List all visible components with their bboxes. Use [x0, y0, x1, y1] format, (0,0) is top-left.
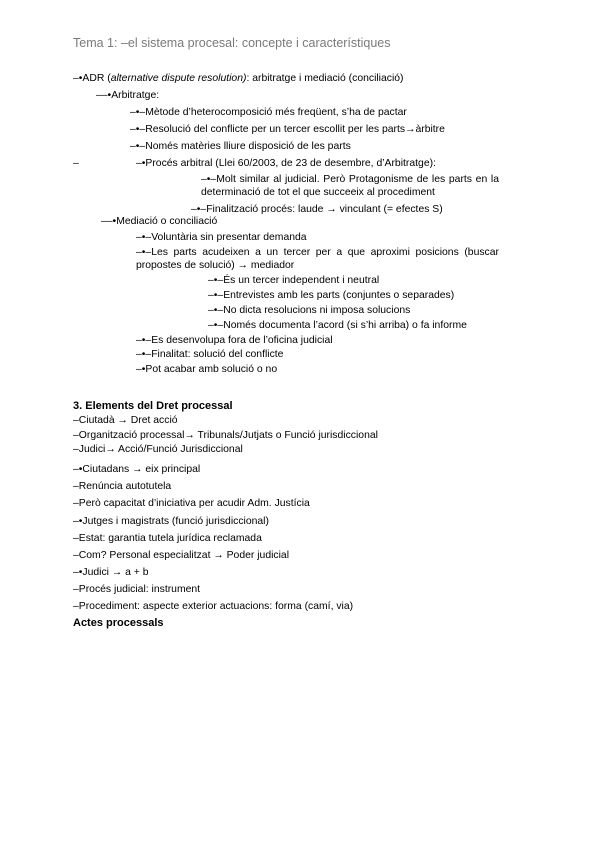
list-item: –Ciutadà → Dret acció: [73, 415, 178, 426]
adr-suffix: : arbitratge i mediació (conciliació): [246, 73, 404, 84]
list-item: –•–No dicta resolucions ni imposa solucions: [208, 305, 411, 316]
list-item: –Procés judicial: instrument: [73, 584, 201, 595]
list-item: –Però capacitat d’iniciativa per acudir Adm. Justícia: [73, 498, 310, 509]
list-item: –•–És un tercer independent i neutral: [208, 275, 380, 286]
mediacio-heading: ––•Mediació o conciliació: [101, 216, 218, 227]
list-item: –•–Mètode d’heterocomposició més freqüent, s’ha de pactar: [130, 107, 407, 118]
subsection-title: Actes processals: [73, 617, 164, 629]
list-item: –•–Només matèries lliure disposició de les parts: [130, 141, 351, 152]
list-item: –Renúncia autotutela: [73, 481, 172, 492]
list-item: –•Judici → a + b: [73, 567, 149, 578]
list-item: –•–Finalitat: solució del conflicte: [136, 349, 284, 360]
list-item: –•–Resolució del conflicte per un tercer escollit per les parts→àrbitre: [130, 124, 445, 135]
list-item: –•–Entrevistes amb les parts (conjuntes o separades): [208, 290, 455, 301]
list-item: –•Jutges i magistrats (funció jurisdiccional): [73, 516, 269, 527]
list-item: –Procediment: aspecte exterior actuacions: forma (camí, via): [73, 601, 354, 612]
list-item: –Judici→ Acció/Funció Jurisdiccional: [73, 444, 243, 455]
list-item: –•–Voluntària sin presentar demanda: [136, 232, 307, 243]
adr-prefix: –•ADR (: [73, 73, 111, 84]
arbitratge-heading: ––•Arbitratge:: [96, 90, 160, 101]
list-item: –Com? Personal especialitzat → Poder judicial: [73, 550, 290, 561]
proces-arbitral-dash: –: [73, 158, 79, 169]
list-item: –•–Les parts acudeixen a un tercer per a que aproximi posicions (buscar propostes de solució) → mediador: [136, 247, 499, 271]
list-item: –•–Només documenta l’acord (si s’hi arriba) o fa informe: [208, 320, 467, 331]
list-item: –Organització processal→ Tribunals/Jutjats o Funció jurisdiccional: [73, 430, 378, 441]
list-item: –•–Finalització procés: laude → vinculant (= efectes S): [191, 204, 443, 215]
adr-line: [73, 72, 404, 85]
section-title: 3. Elements del Dret processal: [73, 400, 233, 412]
adr-italic: alternative dispute resolution): [110, 73, 247, 84]
list-item: –•–Es desenvolupa fora de l’oficina judicial: [136, 335, 333, 346]
proces-arbitral-line: –•Procés arbitral (Llei 60/2003, de 23 de desembre, d’Arbitratge):: [136, 158, 436, 169]
list-item: –•Pot acabar amb solució o no: [136, 364, 278, 375]
page-header: Tema 1: –el sistema procesal: concepte i característiques: [73, 36, 391, 50]
list-item: –•–Molt similar al judicial. Però Protagonisme de les parts en la determinació de tot el que succeeix al procediment: [201, 174, 499, 198]
list-item: –Estat: garantia tutela jurídica reclamada: [73, 533, 262, 544]
list-item: –•Ciutadans → eix principal: [73, 464, 201, 475]
